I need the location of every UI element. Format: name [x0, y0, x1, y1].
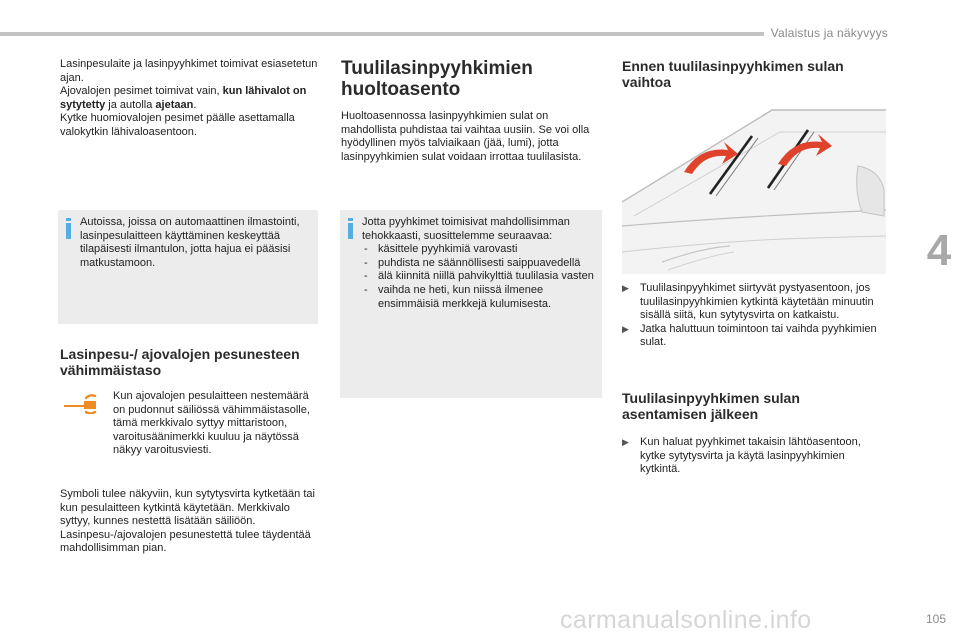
wiper-tips-intro: Jotta pyyhkimet toimisivat mahdollisimman tehokkaasti, suosittelemme seuraavaa: — [362, 216, 570, 242]
header-rule — [0, 32, 764, 36]
chapter-tab-number: 4 — [926, 226, 952, 275]
intro-line-1: Lasinpesulaite ja lasinpyyhkimet toimivat esiasetetun ajan. — [60, 58, 318, 84]
arrow-bullet-icon: ▶ — [622, 283, 629, 293]
outro-line-2: Lasinpesu-/ajovalojen pesunestettä tulee täydentää mahdollisimman pian. — [60, 528, 311, 555]
windscreen-wiper-illustration — [622, 106, 886, 274]
before-blade-change-heading: Ennen tuulilasinpyyhkimen sulan vaihtoa — [622, 58, 844, 90]
list-item: - älä kiinnitä niillä pahvikylttiä tuulilasia vasten — [362, 270, 596, 284]
intro-line-3: Kytke huomiovalojen pesimet päälle asettamalla valokytkin lähivaloasentoon. — [60, 112, 295, 138]
page-number: 105 — [925, 612, 946, 626]
section-title: Valaistus ja näkyvyys — [770, 26, 888, 40]
outro-line-1: Symboli tulee näkyviin, kun sytytysvirta kytketään tai kun pesulaitteen kytkintä käytetään. Merkkivalo syttyy, kunnes nestettä lisätään säiliöön. — [60, 488, 315, 528]
list-item: - vaihda ne heti, kun niissä ilmenee ensimmäisiä merkkejä kulumisesta. — [362, 284, 596, 311]
info-box-climate — [58, 210, 318, 324]
service-position-heading: Tuulilasinpyyhkimien huoltoasento — [341, 58, 533, 100]
washer-fluid-warning-icon — [62, 392, 100, 414]
col1-outro — [60, 488, 322, 556]
info-box-climate-text: Autoissa, joissa on automaattinen ilmastointi, lasinpesulaitteen käyttäminen keskeyttää tilapäisesti ilmantulon, jotta hajua ei pääsisi matkustamoon. — [80, 216, 300, 269]
after-blade-fit-heading: Tuulilasinpyyhkimen sulan asentamisen jälkeen — [622, 390, 800, 422]
list-item: - käsittele pyyhkimiä varovasti — [362, 243, 596, 257]
list-item: - puhdista ne säännöllisesti saippuavedellä — [362, 257, 596, 271]
arrow-bullet-icon: ▶ — [622, 323, 629, 334]
washer-level-heading: Lasinpesu-/ ajovalojen pesunesteen vähimmäistaso — [60, 346, 300, 378]
wiper-tips-list — [362, 243, 596, 311]
arrow-bullet-icon: ▶ — [622, 437, 629, 447]
intro-line-2: Ajovalojen pesimet toimivat vain, kun lähivalot on sytytetty ja autolla ajetaan. — [60, 85, 307, 111]
service-position-text: Huoltoasennossa lasinpyyhkimien sulat on mahdollista puhdistaa tai vaihtaa uusiin. Se voi olla hyödyllinen myös talviaikaan (jää, lumi), jotta lasinpyyhkimien sulat voidaan irrottaa tuulilasista. — [341, 110, 590, 163]
list-item: ▶ Jatka haluttuun toimintoon tai vaihda pyyhkimien sulat. — [622, 322, 877, 349]
info-box-wiper-tips-text — [362, 216, 596, 311]
info-box-wiper-tips — [340, 210, 602, 398]
after-blade-fit-steps — [622, 436, 888, 477]
col1-intro — [60, 58, 322, 140]
washer-warning-text: Kun ajovalojen pesulaitteen nestemäärä on pudonnut säiliössä vähimmäistasolle, tämä merkkivalo syttyy mittaristoon, varoitusäänimerkki kuuluu ja näytössä näkyy varoitusviesti. — [113, 390, 310, 457]
watermark: carmanualsonline.info — [560, 606, 812, 634]
before-blade-change-steps — [622, 282, 888, 350]
list-item: ▶ Kun haluat pyyhkimet takaisin lähtöasentoon, kytke sytytysvirta ja käytä lasinpyyhkimien kytkintä. — [622, 436, 861, 476]
list-item: ▶ Tuulilasinpyyhkimet siirtyvät pystyasentoon, jos tuulilasinpyyhkimien kytkintä käytetään minuutin sisällä siitä, kun sytytysvirta on katkaistu. — [622, 282, 874, 322]
